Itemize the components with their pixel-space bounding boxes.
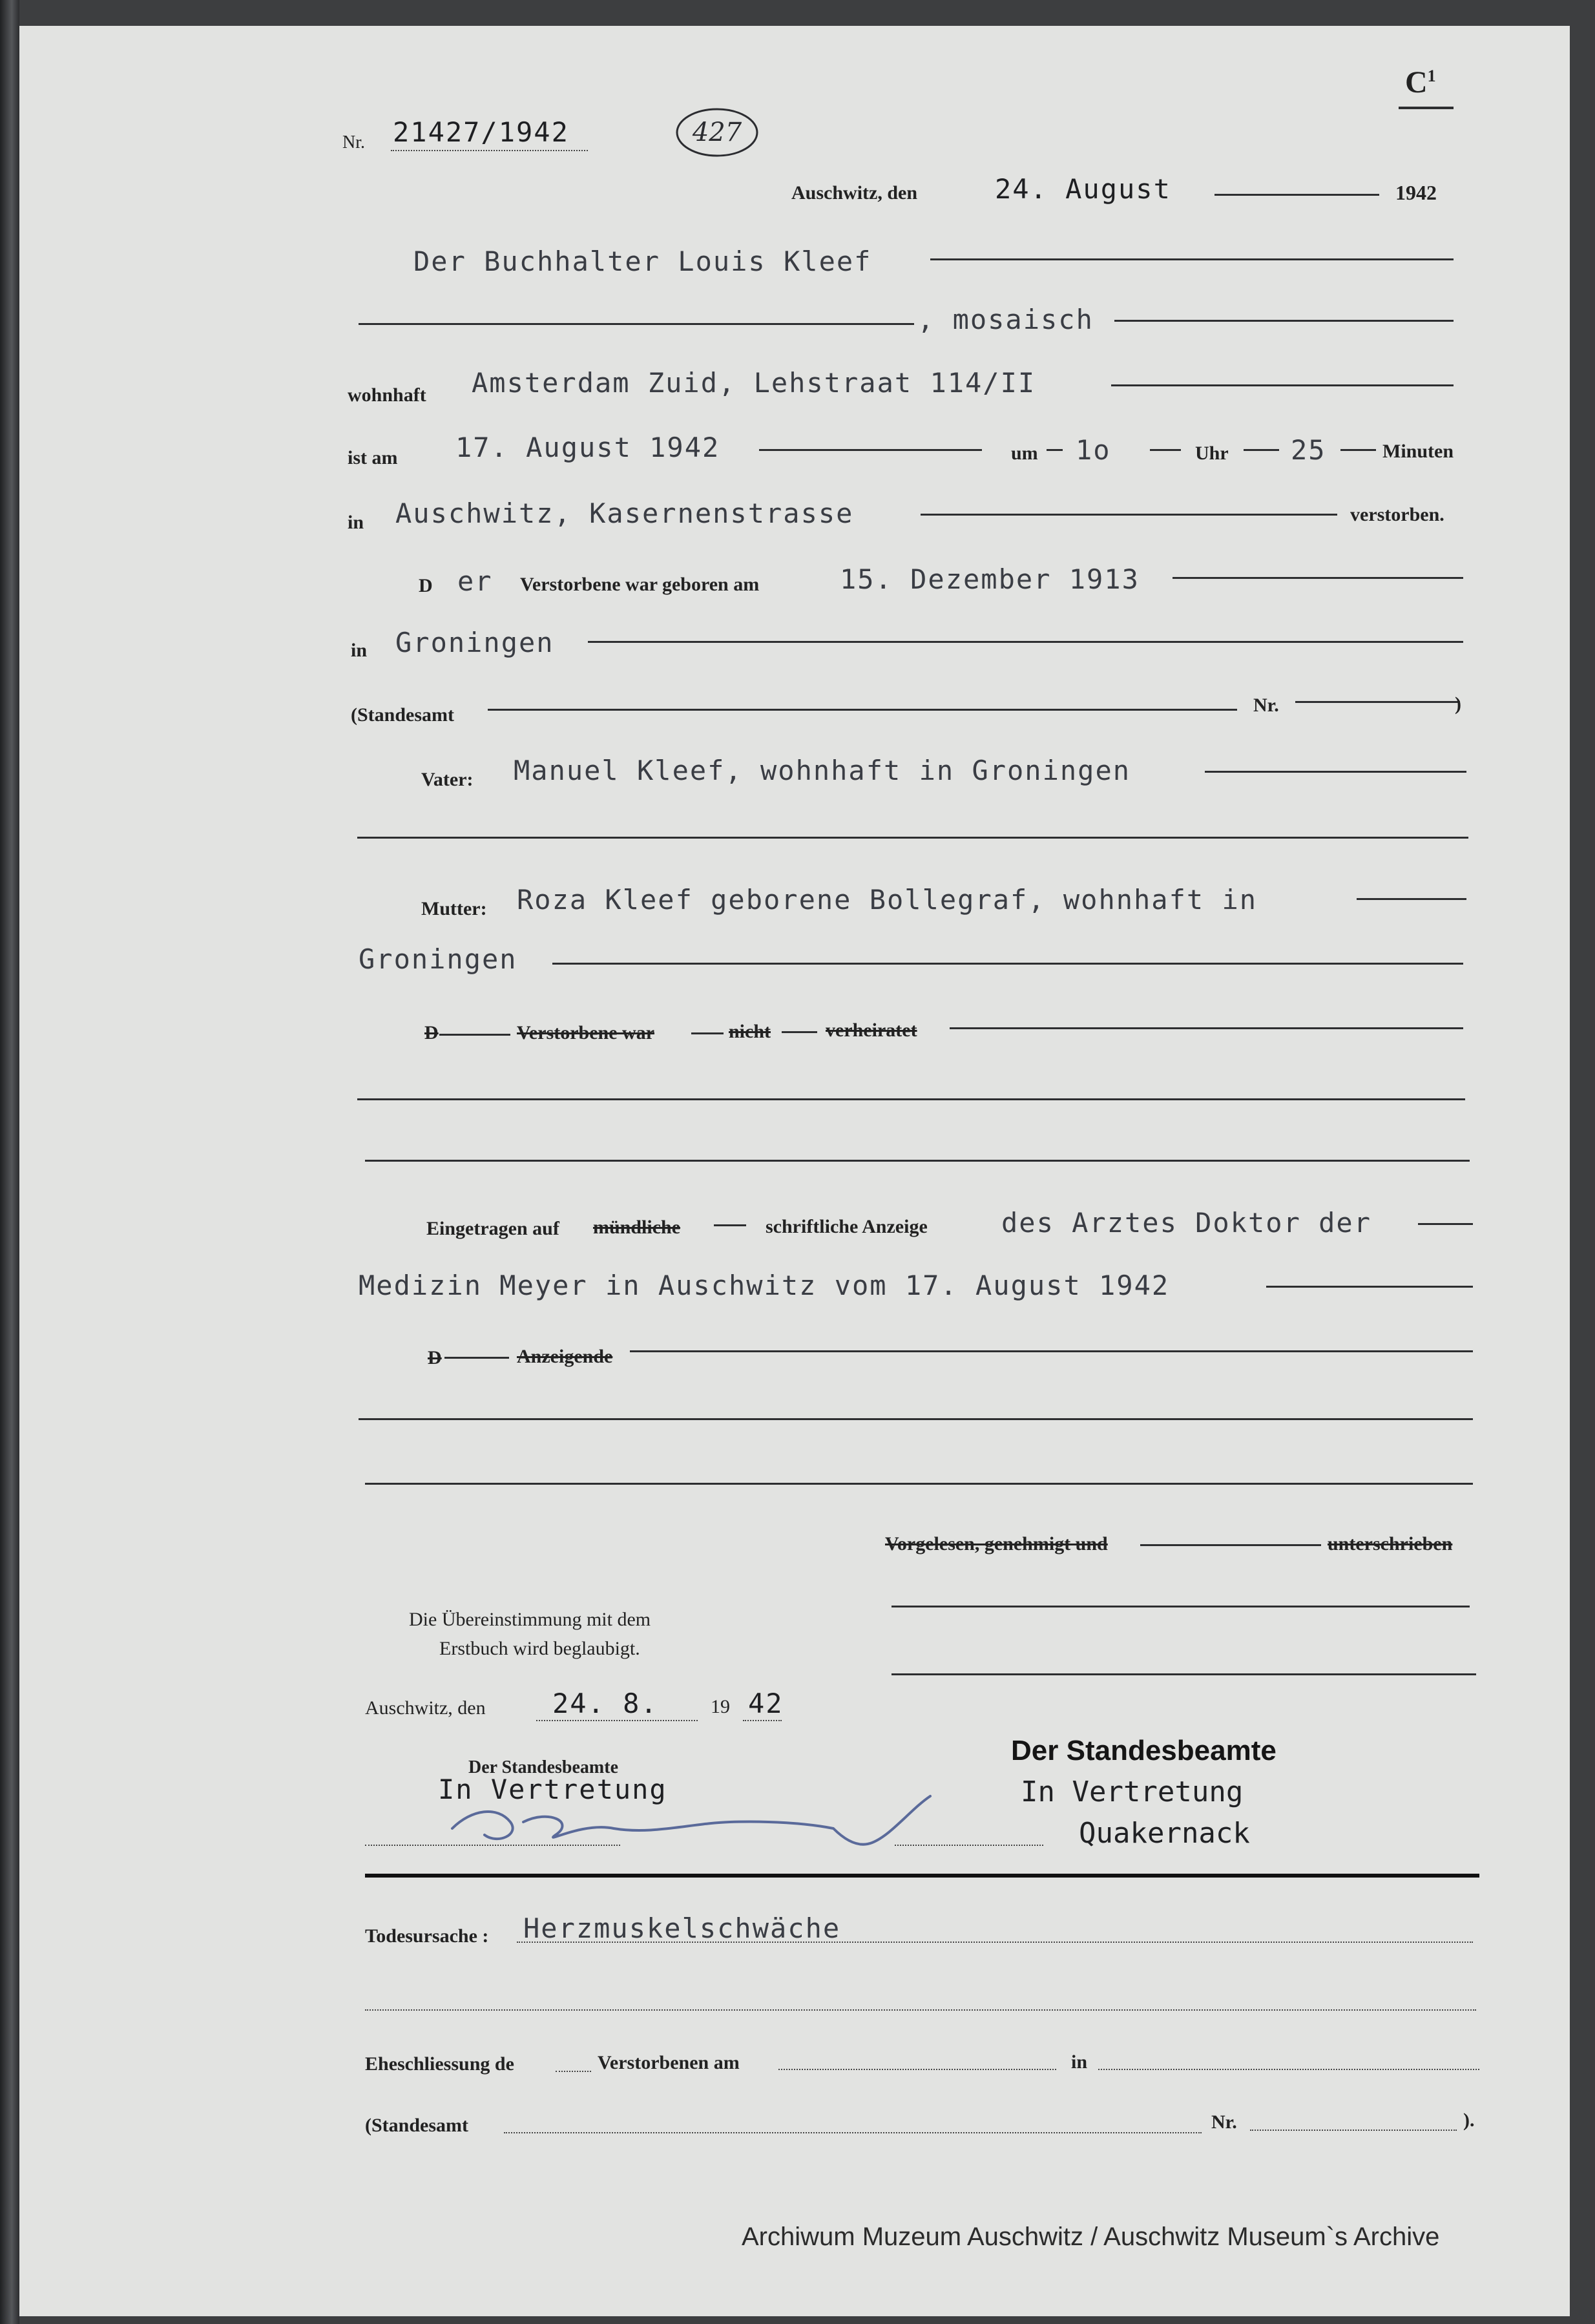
left-in-vertretung: In Vertretung bbox=[438, 1774, 667, 1805]
bottom-standesamt-label: (Standesamt bbox=[365, 2115, 469, 2136]
left-standesbeamte-title: Der Standesbeamte bbox=[468, 1757, 619, 1777]
residence: Amsterdam Zuid, Lehstraat 114/II bbox=[472, 367, 1036, 399]
certified-year-suffix: 42 bbox=[748, 1688, 784, 1719]
line bbox=[365, 2009, 1476, 2011]
right-in-vertretung: In Vertretung bbox=[1021, 1775, 1244, 1808]
vorgelesen: Vorgelesen, genehmigt und bbox=[885, 1533, 1108, 1555]
right-official-name: Quakernack bbox=[1079, 1817, 1250, 1850]
place-date-label: Auschwitz, den bbox=[791, 182, 918, 204]
report-anzeigende: Anzeigende bbox=[517, 1346, 613, 1367]
death-hour: 1o bbox=[1076, 434, 1111, 466]
unterschrieben: unterschrieben bbox=[1328, 1533, 1453, 1555]
section-divider bbox=[365, 1874, 1479, 1878]
report-schriftliche: schriftliche Anzeige bbox=[766, 1216, 928, 1237]
standesamt-label: (Standesamt bbox=[351, 704, 455, 726]
circled-number-stamp bbox=[672, 103, 762, 162]
line bbox=[444, 1357, 509, 1359]
marital-d: D bbox=[424, 1022, 439, 1043]
nr-value: 21427/1942 bbox=[393, 116, 569, 148]
birth-date: 15. Dezember 1913 bbox=[840, 563, 1140, 595]
line bbox=[359, 323, 914, 325]
line bbox=[782, 1031, 817, 1033]
line bbox=[1266, 1286, 1473, 1288]
line bbox=[1111, 384, 1454, 386]
deceased-name: Der Buchhalter Louis Kleef bbox=[413, 246, 872, 277]
line bbox=[359, 1418, 1473, 1420]
line bbox=[930, 258, 1454, 260]
uebereinstimmung-1: Die Übereinstimmung mit dem bbox=[409, 1609, 651, 1630]
line bbox=[1205, 771, 1466, 773]
report-label: Eingetragen auf bbox=[426, 1218, 559, 1239]
standesamt-close: ) bbox=[1455, 693, 1461, 715]
certified-place-label: Auschwitz, den bbox=[365, 1697, 486, 1719]
ehe-label2: Verstorbenen am bbox=[598, 2052, 740, 2073]
certified-year-prefix: 19 bbox=[711, 1696, 730, 1717]
bottom-nr-label: Nr. bbox=[1211, 2111, 1237, 2133]
line bbox=[921, 514, 1337, 516]
line bbox=[536, 1720, 698, 1721]
line bbox=[1250, 2130, 1457, 2131]
death-place-label: in bbox=[348, 512, 364, 533]
mutter-line2: Groningen bbox=[359, 943, 517, 975]
line bbox=[1295, 701, 1460, 703]
death-date-label: ist am bbox=[348, 447, 398, 468]
archive-credit: Archiwum Muzeum Auschwitz / Auschwitz Museum`s Archive bbox=[742, 2223, 1440, 2251]
line bbox=[357, 837, 1468, 839]
report-line1: des Arztes Doktor der bbox=[1001, 1207, 1372, 1239]
line bbox=[1114, 320, 1454, 322]
report-line2: Medizin Meyer in Auschwitz vom 17. August 1942 bbox=[359, 1270, 1170, 1301]
line bbox=[714, 1224, 746, 1226]
form-code-underline bbox=[1399, 107, 1454, 109]
line bbox=[556, 2071, 591, 2072]
vater-label: Vater: bbox=[421, 769, 474, 790]
minuten-label: Minuten bbox=[1382, 441, 1454, 462]
line bbox=[743, 1720, 782, 1721]
line bbox=[1357, 898, 1466, 900]
handwritten-signature bbox=[446, 1783, 943, 1854]
line bbox=[630, 1350, 1473, 1352]
um-label: um bbox=[1011, 443, 1038, 464]
todesursache: Herzmuskelschwäche bbox=[523, 1912, 841, 1944]
uhr-label: Uhr bbox=[1195, 443, 1229, 464]
right-standesbeamte-title: Der Standesbeamte bbox=[1011, 1735, 1277, 1766]
marital-nicht: nicht bbox=[729, 1021, 771, 1042]
death-minutes: 25 bbox=[1291, 434, 1326, 466]
born-label: Verstorbene war geboren am bbox=[520, 574, 760, 595]
uebereinstimmung-2: Erstbuch wird beglaubigt. bbox=[439, 1638, 640, 1659]
line bbox=[1098, 2069, 1479, 2070]
line bbox=[365, 1483, 1473, 1485]
line bbox=[778, 2069, 1056, 2070]
religion: , mosaisch bbox=[917, 304, 1094, 335]
todesursache-label: Todesursache : bbox=[365, 1925, 489, 1947]
line bbox=[1418, 1223, 1473, 1225]
date-value: 24. August bbox=[995, 173, 1171, 205]
vater: Manuel Kleef, wohnhaft in Groningen bbox=[514, 755, 1131, 786]
line bbox=[439, 1034, 510, 1036]
born-suffix: er bbox=[457, 565, 493, 597]
line bbox=[517, 1942, 1473, 1943]
certified-date: 24. 8. bbox=[552, 1688, 658, 1719]
line bbox=[891, 1606, 1470, 1607]
mutter-label: Mutter: bbox=[421, 898, 487, 919]
residence-label: wohnhaft bbox=[348, 384, 426, 406]
line bbox=[1140, 1544, 1321, 1546]
line bbox=[552, 963, 1463, 965]
date-line bbox=[1214, 194, 1379, 196]
line bbox=[759, 449, 982, 451]
birth-place: Groningen bbox=[395, 627, 554, 658]
death-date: 17. August 1942 bbox=[455, 432, 720, 463]
line bbox=[1340, 449, 1376, 451]
report-muendliche: mündliche bbox=[593, 1217, 681, 1238]
standesamt-nr-label: Nr. bbox=[1253, 695, 1279, 716]
line bbox=[1244, 449, 1279, 451]
nr-label: Nr. bbox=[342, 132, 365, 152]
ehe-label: Eheschliessung de bbox=[365, 2053, 514, 2075]
form-code: $C^1$ bbox=[1405, 65, 1436, 99]
line bbox=[504, 2132, 1202, 2133]
bottom-close: ). bbox=[1463, 2109, 1475, 2131]
ehe-in: in bbox=[1071, 2051, 1088, 2073]
marital-verstorbene: Verstorbene war bbox=[517, 1022, 655, 1043]
born-prefix: D bbox=[419, 575, 433, 596]
mutter-line1: Roza Kleef geborene Bollegraf, wohnhaft in bbox=[517, 884, 1258, 916]
birth-place-label: in bbox=[351, 640, 368, 661]
line bbox=[357, 1098, 1465, 1100]
line bbox=[891, 1673, 1476, 1675]
nr-line bbox=[391, 150, 588, 151]
line bbox=[1047, 449, 1063, 451]
line bbox=[588, 641, 1463, 643]
marital-verheiratet: verheiratet bbox=[826, 1020, 917, 1041]
binding-spine bbox=[0, 0, 19, 2324]
report-d: D bbox=[428, 1347, 442, 1368]
line bbox=[950, 1027, 1463, 1029]
line bbox=[1150, 449, 1181, 451]
circled-number: 427 bbox=[692, 118, 742, 147]
line bbox=[365, 1160, 1470, 1162]
line bbox=[488, 709, 1237, 711]
verstorben-label: verstorben. bbox=[1350, 504, 1444, 525]
line bbox=[1173, 577, 1463, 579]
death-place: Auschwitz, Kasernenstrasse bbox=[395, 497, 854, 529]
year-value: 1942 bbox=[1395, 181, 1437, 204]
line bbox=[691, 1032, 724, 1034]
